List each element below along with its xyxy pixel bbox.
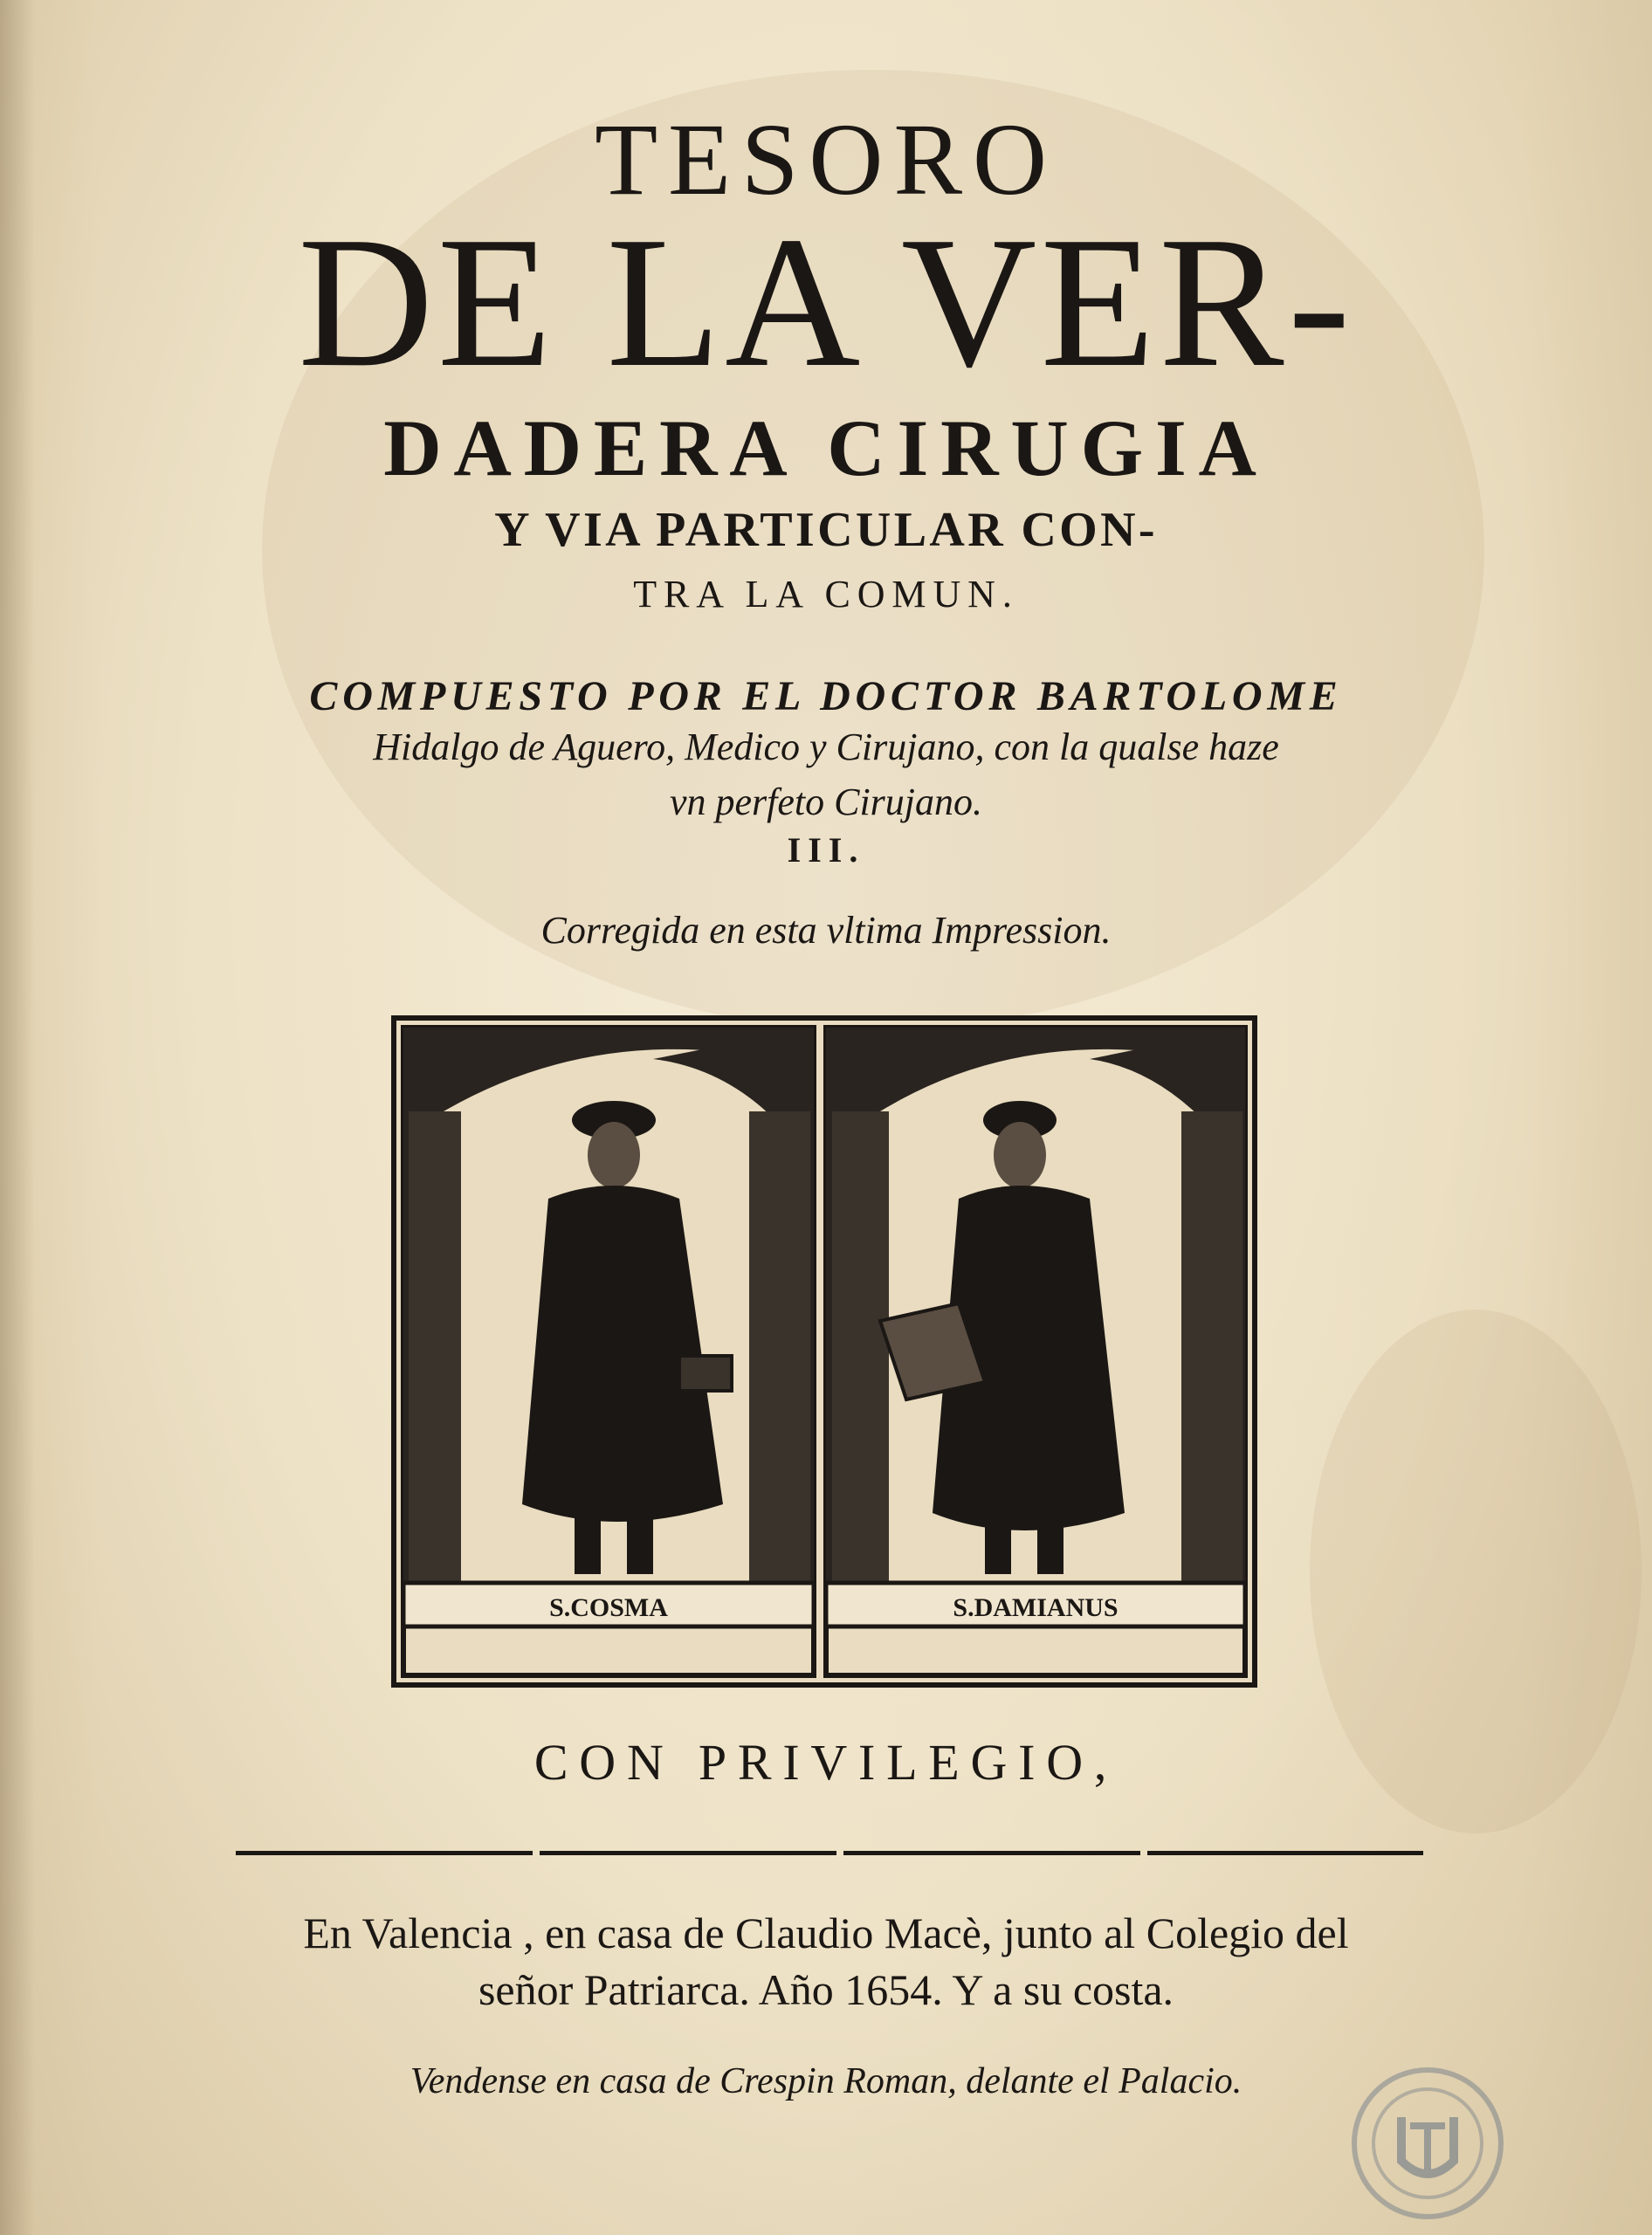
woodcut-illustration xyxy=(391,1015,1257,1688)
imprint-line-1: En Valencia , en casa de Claudio Macè, junto al Colegio del xyxy=(303,1908,1349,1957)
author-line-3: vn perfeto Cirujano. xyxy=(669,781,983,823)
title-line-4: Y VIA PARTICULAR CON- xyxy=(494,503,1158,557)
woodcut-caption-left: S.COSMA xyxy=(549,1593,668,1622)
seller-line: Vendense en casa de Crespin Roman, delante el Palacio. xyxy=(410,2061,1242,2101)
woodcut-caption-right: S.DAMIANUS xyxy=(953,1593,1119,1622)
edition-number: III. xyxy=(787,830,865,870)
author-line-1: COMPUESTO POR EL DOCTOR BARTOLOME xyxy=(309,673,1343,719)
privilege-line: CON PRIVILEGIO, xyxy=(533,1734,1119,1791)
divider-rule xyxy=(236,1851,1423,1855)
imprint-line-2: señor Patriarca. Año 1654. Y a su costa. xyxy=(478,1965,1174,2014)
title-line-2: DE LA VER- xyxy=(298,197,1354,406)
correction-note: Corregida en esta vltima Impression. xyxy=(540,909,1112,952)
title-line-3: DADERA CIRUGIA xyxy=(383,403,1269,492)
author-line-2: Hidalgo de Aguero, Medico y Cirujano, con la qualse haze xyxy=(373,726,1279,768)
library-seal-icon xyxy=(1349,2065,1506,2222)
title-line-5: TRA LA COMUN. xyxy=(633,573,1019,615)
title-line-1: TESORO xyxy=(595,102,1057,217)
